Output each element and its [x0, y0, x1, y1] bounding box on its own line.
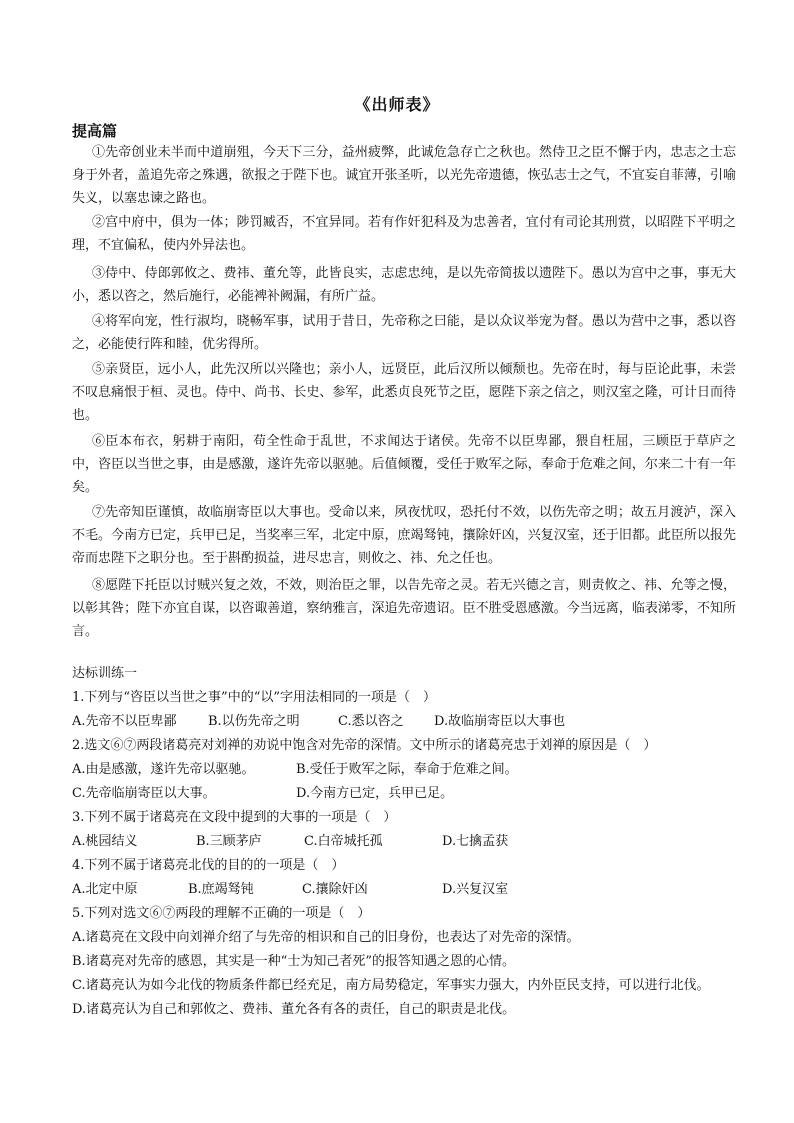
exercise-heading: 达标训练一 — [72, 666, 138, 681]
paragraph-5: ⑤亲贤臣，远小人，此先汉所以兴隆也；亲小人，远贤臣，此后汉所以倾颓也。先帝在时，每与臣论此事，未尝不叹息痛恨于桓、灵也。侍中、尚书、长史、参军，此悉贞良死节之臣，愿陛下亲之信之，则汉室之隆，可计日而待也。 — [72, 362, 736, 423]
question-1: 1.下列与“咨臣以当世之事”中的“以”字用法相同的一项是（ ） — [72, 690, 436, 705]
exercise-section — [72, 662, 736, 1022]
paragraph-2: ②宫中府中，俱为一体；陟罚臧否，不宜异同。若有作奸犯科及为忠善者，宜付有司论其刑赏，以昭陛下平明之理，不宜偏私，使内外异法也。 — [72, 215, 736, 253]
section-heading: 提高篇 — [72, 122, 118, 140]
option-b: B.庶竭驽钝 — [188, 882, 254, 897]
option-c: C.诸葛亮认为如今北伐的物质条件都已经充足，南方局势稳定，军事实力强大，内外臣民支持，可以进行北伐。 — [72, 978, 710, 993]
option-c: C.白帝城托孤 — [304, 834, 383, 849]
option-b: B.受任于败军之际，奉命于危难之间。 — [296, 762, 518, 777]
option-c: C.悉以咨之 — [338, 714, 404, 729]
option-d: D.兴复汉室 — [442, 882, 509, 897]
paragraph-3: ③侍中、侍郎郭攸之、费祎、董允等，此皆良实，志虑忠纯，是以先帝简拔以遗陛下。愚以为宫中之事，事无大小，悉以咨之，然后施行，必能裨补阙漏，有所广益。 — [72, 266, 736, 304]
option-a: A.诸葛亮在文段中向刘禅介绍了与先帝的相识和自己的旧身份，也表达了对先帝的深情。 — [72, 930, 580, 945]
question-4-options — [72, 878, 736, 902]
paragraph-6: ⑥臣本布衣，躬耕于南阳，苟全性命于乱世，不求闻达于诸侯。先帝不以臣卑鄙，猥自枉屈，三顾臣于草庐之中，咨臣以当世之事，由是感激，遂许先帝以驱驰。后值倾覆，受任于败军之际，奉命于危难之间，尔来二十有一年矣。 — [72, 434, 736, 495]
option-c: C.攘除奸凶 — [302, 882, 368, 897]
paragraph-8: ⑧愿陛下托臣以讨贼兴复之效，不效，则治臣之罪，以告先帝之灵。若无兴德之言，则责攸之、祎、允等之慢，以彰其咎；陛下亦宜自谋，以咨诹善道，察纳雅言，深追先帝遗诏。臣不胜受恩感激。今当远离，临表涕零，不知所言。 — [72, 578, 736, 639]
paragraph-7: ⑦先帝知臣谨慎，故临崩寄臣以大事也。受命以来，夙夜忧叹，恐托付不效，以伤先帝之明；故五月渡泸，深入不毛。今南方已定，兵甲已足，当奖率三军，北定中原，庶竭驽钝，攘除奸凶，兴复汉室，还于旧都。此臣所以报先帝而忠陛下之职分也。至于斟酌损益，进尽忠言，则攸之、祎、允之任也。 — [72, 505, 736, 566]
question-2-options-row-1 — [72, 758, 736, 782]
question-3-options — [72, 830, 736, 854]
option-b: B.诸葛亮对先帝的感恩，其实是一种“士为知己者死”的报答知遇之恩的心情。 — [72, 954, 515, 969]
question-4: 4.下列不属于诸葛亮北伐的目的的一项是（ ） — [72, 858, 345, 873]
question-3: 3.下列不属于诸葛亮在文段中提到的大事的一项是（ ） — [72, 810, 397, 825]
option-b: B.三顾茅庐 — [196, 834, 262, 849]
option-d: D.诸葛亮认为自己和郭攸之、费祎、董允各有各的责任，自己的职责是北伐。 — [72, 1002, 516, 1017]
question-2: 2.选文⑥⑦两段诸葛亮对刘禅的劝说中饱含对先帝的深情。文中所示的诸葛亮忠于刘禅的原因是（ ） — [72, 738, 657, 753]
option-a: A.北定中原 — [72, 882, 138, 897]
option-c: C.先帝临崩寄臣以大事。 — [72, 786, 216, 801]
paragraph-4: ④将军向宠，性行淑均，晓畅军事，试用于昔日，先帝称之曰能，是以众议举宠为督。愚以为营中之事，悉以咨之，必能使行阵和睦，优劣得所。 — [72, 314, 736, 352]
option-b: B.以伤先帝之明 — [208, 714, 300, 729]
option-a: A.由是感激，遂许先帝以驱驰。 — [72, 762, 255, 777]
option-d: D.故临崩寄臣以大事也 — [434, 714, 566, 729]
page-title: 《出师表》 — [354, 95, 440, 114]
option-a: A.桃园结义 — [72, 834, 138, 849]
option-d: D.七擒孟获 — [442, 834, 509, 849]
question-1-options — [72, 710, 736, 734]
option-a: A.先帝不以臣卑鄙 — [72, 714, 177, 729]
question-5: 5.下列对选文⑥⑦两段的理解不正确的一项是（ ） — [72, 906, 371, 921]
option-d: D.今南方已定，兵甲已足。 — [296, 786, 454, 801]
question-2-options-row-2 — [72, 782, 736, 806]
paragraph-1: ①先帝创业未半而中道崩殂，今天下三分，益州疲弊，此诚危急存亡之秋也。然侍卫之臣不懈于内，忠志之士忘身于外者，盖追先帝之殊遇，欲报之于陛下也。诚宜开张圣听，以光先帝遗德，恢弘志士之气，不宜妄自菲薄，引喻失义，以塞忠谏之路也。 — [72, 145, 736, 206]
